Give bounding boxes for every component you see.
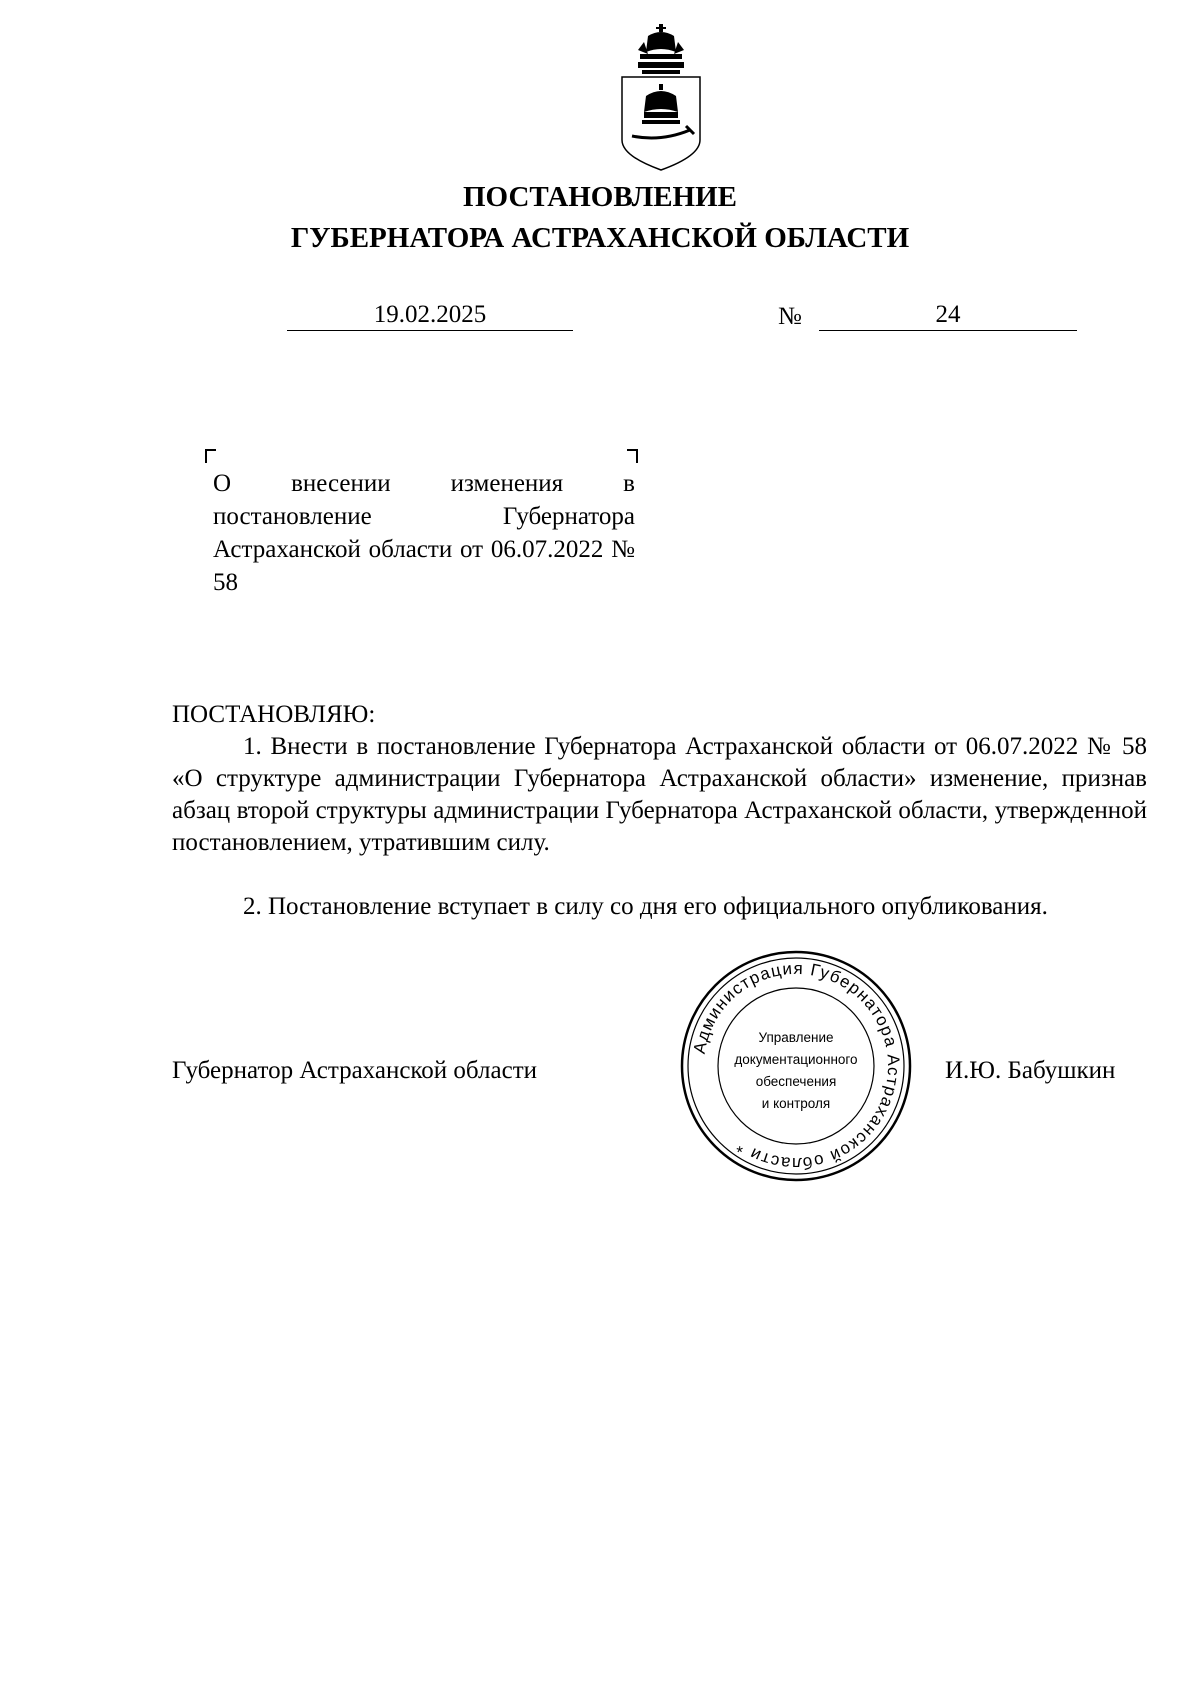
signatory-position: Губернатор Астраханской области [172,1057,538,1084]
paragraph-2: 2. Постановление вступает в силу со дня его официального опубликования. [243,893,1048,920]
signatory-name: И.Ю. Бабушкин [945,1057,1116,1084]
official-stamp [680,950,912,1182]
document-subject: О внесении изменения в постановление Губернатора Астраханской области от 06.07.2022 № 58 [213,470,635,596]
document-date: 19.02.2025 [287,300,573,331]
stamp-line-1: Управление [758,1030,834,1045]
paragraph-1: 1. Внести в постановление Губернатора Астраханской области от 06.07.2022 № 58 «О структуре администрации Губернатора Астраханской области» изменение, признав абзац второй структуры администрации Губернатора Астраханской области, утвержденной постановлением, утратившим силу. [172,733,1147,856]
document-type-title: ПОСТАНОВЛЕНИЕ [462,181,737,213]
subject-corner-left [205,449,216,463]
stamp-line-2: документационного [734,1052,858,1067]
decree-word: ПОСТАНОВЛЯЮ: [172,701,376,728]
coat-of-arms-icon [618,22,704,172]
stamp-line-4: и контроля [761,1096,831,1111]
stamp-line-3: обеспечения [755,1074,837,1089]
issuer-title: ГУБЕРНАТОРА АСТРАХАНСКОЙ ОБЛАСТИ [290,222,910,254]
subject-corner-right [627,449,638,463]
document-number: 24 [819,300,1077,331]
stamp-ring-text: Администрация Губернатора Астраханской области * [689,958,904,1174]
number-sign: № [778,303,802,330]
